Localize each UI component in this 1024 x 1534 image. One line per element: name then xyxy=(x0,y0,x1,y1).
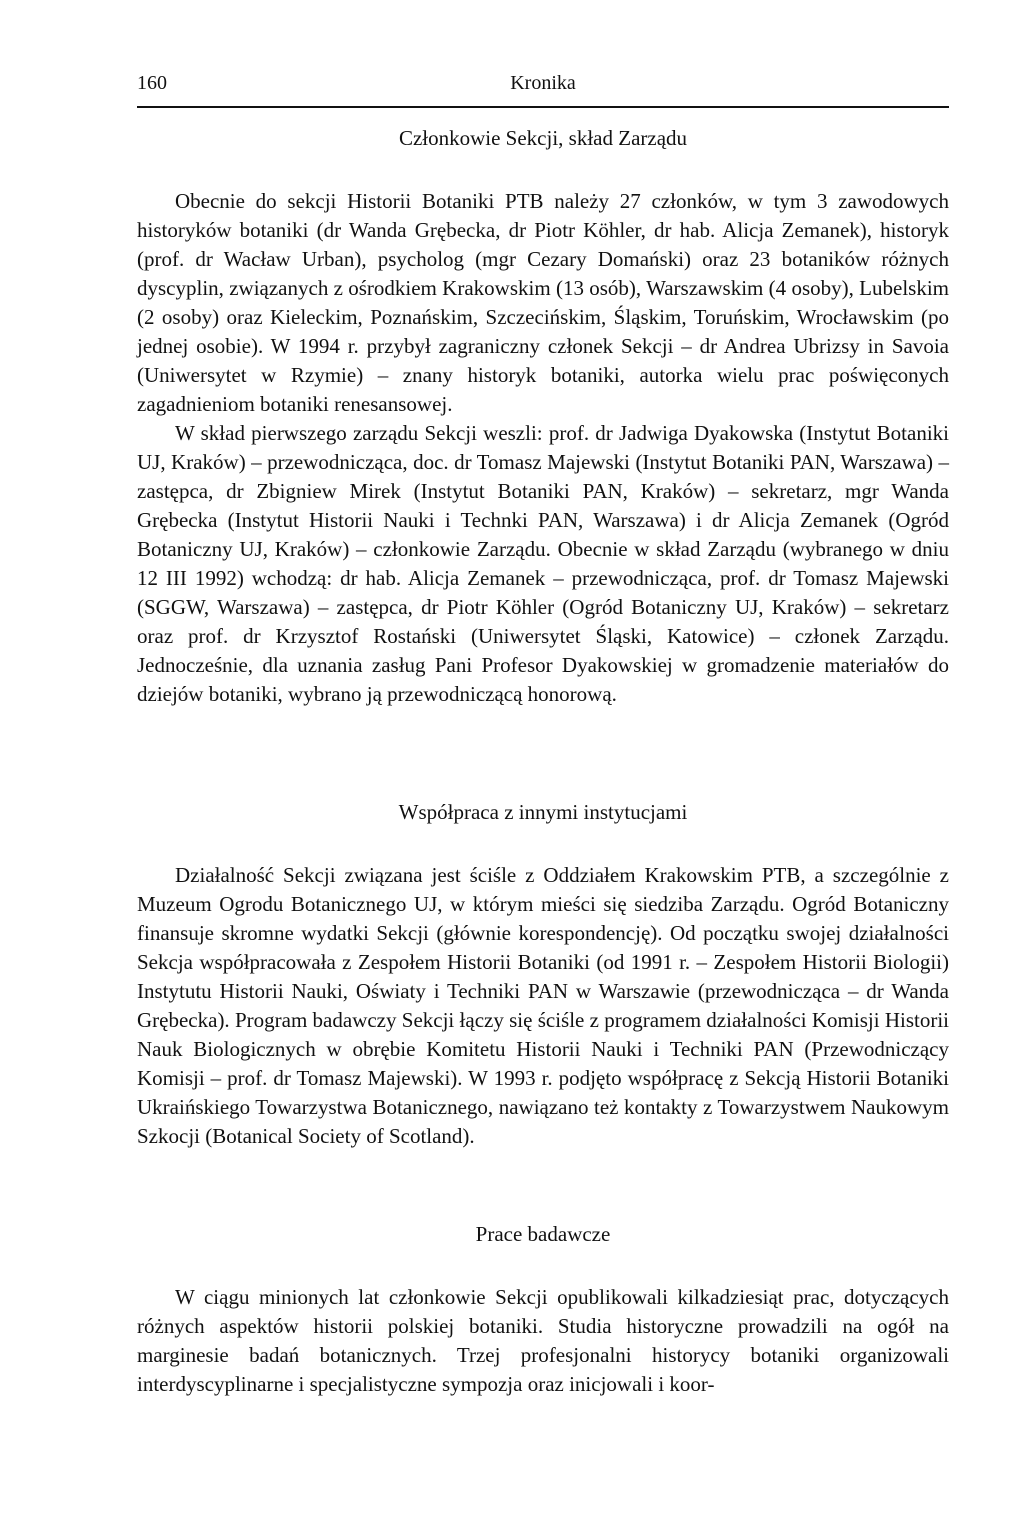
section-members xyxy=(137,126,949,709)
page-number: 160 xyxy=(137,72,167,94)
running-title: Kronika xyxy=(510,72,576,94)
running-head xyxy=(137,66,949,108)
section-research xyxy=(137,1222,949,1399)
paragraph-members-1: Obecnie do sekcji Historii Botaniki PTB należy 27 członków, w tym 3 zawodowych historyków botaniki (dr Wanda Grębecka, dr Piotr Köhler, dr hab. Alicja Zemanek), historyk (prof. dr Wacław Urban), psycholog (mgr Cezary Domański) oraz 23 botaników różnych dyscyplin, związanych z ośrodkiem Krakowskim (13 osób), Warszawskim (4 osoby), Lubelskim (2 osoby) oraz Kieleckim, Poznańskim, Szczecińskim, Śląskim, Toruńskim, Wrocławskim (po jednej osobie). W 1994 r. przybył zagraniczny członek Sekcji – dr Andrea Ubrizsy in Savoia (Uniwersytet w Rzymie) – znany historyk botaniki, autorka wielu prac poświęconych zagadnieniom botaniki renesansowej. xyxy=(137,189,949,416)
section-cooperation xyxy=(137,800,949,1151)
section-title-members: Członkowie Sekcji, skład Zarządu xyxy=(398,126,688,150)
page xyxy=(137,66,949,1396)
section-title-cooperation: Współpraca z innymi instytucjami xyxy=(398,800,688,824)
paragraph-research-1: W ciągu minionych lat członkowie Sekcji opublikowali kilkadziesiąt prac, dotyczących różnych aspektów historii polskiej botaniki. Studia historyczne prowadzili na ogół na marginesie badań botanicznych. Trzej profesjonalni historycy botaniki organizowali interdyscyplinarne i specjalistyczne sympozja oraz inicjowali i koor- xyxy=(137,1285,949,1396)
section-title-research: Prace badawcze xyxy=(475,1222,611,1246)
paragraph-members-2: W skład pierwszego zarządu Sekcji weszli: prof. dr Jadwiga Dyakowska (Instytut Botaniki UJ, Kraków) – przewodnicząca, doc. dr Tomasz Majewski (Instytut Botaniki PAN, Warszawa) – zastępca, dr Zbigniew Mirek (Instytut Botaniki PAN, Kraków) – sekretarz, mgr Wanda Grębecka (Instytut Historii Nauki i Technki PAN, Warszawa) i dr Alicja Zemanek (Ogród Botaniczny UJ, Kraków) – członkowie Zarządu. Obecnie w skład Zarządu (wybranego w dniu 12 III 1992) wchodzą: dr hab. Alicja Zemanek – przewodnicząca, prof. dr Tomasz Majewski (SGGW, Warszawa) – zastępca, dr Piotr Köhler (Ogród Botaniczny UJ, Kraków) – sekretarz oraz prof. dr Krzysztof Rostański (Uniwersytet Śląski, Katowice) – członek Zarządu. Jednocześnie, dla uznania zasług Pani Profesor Dyakowskiej w gromadzenie materiałów do dziejów botaniki, wybrano ją przewodniczącą honorową. xyxy=(137,421,949,706)
paragraph-cooperation-1: Działalność Sekcji związana jest ściśle z Oddziałem Krakowskim PTB, a szczególnie z Muzeum Ogrodu Botanicznego UJ, w którym mieści się siedziba Zarządu. Ogród Botaniczny finansuje skromne wydatki Sekcji (głównie korespondencję). Od początku swojej działalności Sekcja współpracowała z Zespołem Historii Botaniki (od 1991 r. – Zespołem Historii Biologii) Instytutu Historii Nauki, Oświaty i Techniki PAN w Warszawie (przewodnicząca – dr Wanda Grębecka). Program badawczy Sekcji łączy się ściśle z programem działalności Komisji Historii Nauk Biologicznych w obrębie Komitetu Historii Nauki i Techniki PAN (Przewodniczący Komisji – prof. dr Tomasz Majewski). W 1993 r. podjęto współpracę z Sekcją Historii Botaniki Ukraińskiego Towarzystwa Botanicznego, nawiązano też kontakty z Towarzystwem Naukowym Szkocji (Botanical Society of Scotland). xyxy=(137,863,949,1148)
